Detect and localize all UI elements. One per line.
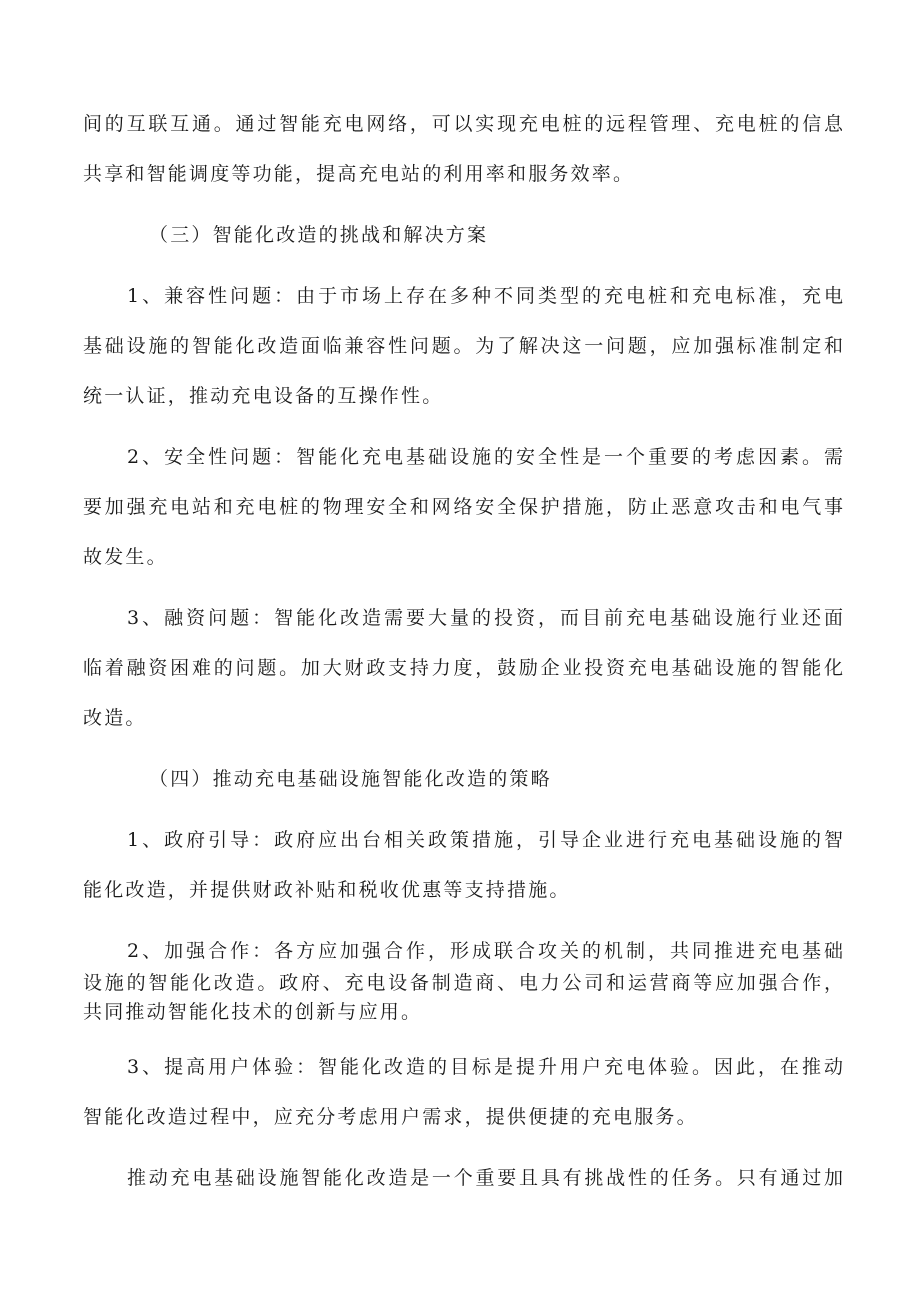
paragraph-compat-line-2: 基础设施的智能化改造面临兼容性问题。为了解决这一问题，应加强标准制定和 (83, 335, 843, 357)
paragraph-coop-line-2: 设施的智能化改造。政府、充电设备制造商、电力公司和运营商等应加强合作， (83, 972, 843, 994)
paragraph-intro-line-2: 共享和智能调度等功能，提高充电站的利用率和服务效率。 (83, 163, 635, 185)
paragraph-finance-line-2: 临着融资困难的问题。加大财政支持力度，鼓励企业投资充电基础设施的智能化 (83, 657, 843, 679)
paragraph-safety-line-2: 要加强充电站和充电桩的物理安全和网络安全保护措施，防止恶意攻击和电气事 (83, 496, 843, 518)
paragraph-ux-line-1: 3、提高用户体验：智能化改造的目标是提升用户充电体验。因此，在推动 (127, 1056, 843, 1078)
paragraph-coop-line-1: 2、加强合作：各方应加强合作，形成联合攻关的机制，共同推进充电基础 (127, 940, 843, 962)
paragraph-gov-line-2: 能化改造，并提供财政补贴和税收优惠等支持措施。 (83, 879, 571, 901)
paragraph-safety-line-3: 故发生。 (83, 546, 168, 568)
paragraph-conclusion-line-1: 推动充电基础设施智能化改造是一个重要且具有挑战性的任务。只有通过加 (127, 1167, 843, 1189)
paragraph-finance-line-1: 3、融资问题：智能化改造需要大量的投资，而目前充电基础设施行业还面 (127, 607, 843, 629)
paragraph-gov-line-1: 1、政府引导：政府应出台相关政策措施，引导企业进行充电基础设施的智 (127, 829, 843, 851)
paragraph-intro-line-1: 间的互联互通。通过智能充电网络，可以实现充电桩的远程管理、充电桩的信息 (83, 113, 843, 135)
paragraph-compat-line-1: 1、兼容性问题：由于市场上存在多种不同类型的充电桩和充电标准，充电 (127, 285, 843, 307)
paragraph-finance-line-3: 改造。 (83, 707, 147, 729)
paragraph-ux-line-2: 智能化改造过程中，应充分考虑用户需求，提供便捷的充电服务。 (83, 1106, 698, 1128)
paragraph-safety-line-1: 2、安全性问题：智能化充电基础设施的安全性是一个重要的考虑因素。需 (127, 446, 843, 468)
section-heading-4: （四）推动充电基础设施智能化改造的策略 (149, 768, 552, 790)
paragraph-compat-line-3: 统一认证，推动充电设备的互操作性。 (83, 385, 444, 407)
paragraph-coop-line-3: 共同推动智能化技术的创新与应用。 (83, 1001, 423, 1023)
section-heading-3: （三）智能化改造的挑战和解决方案 (149, 224, 489, 246)
